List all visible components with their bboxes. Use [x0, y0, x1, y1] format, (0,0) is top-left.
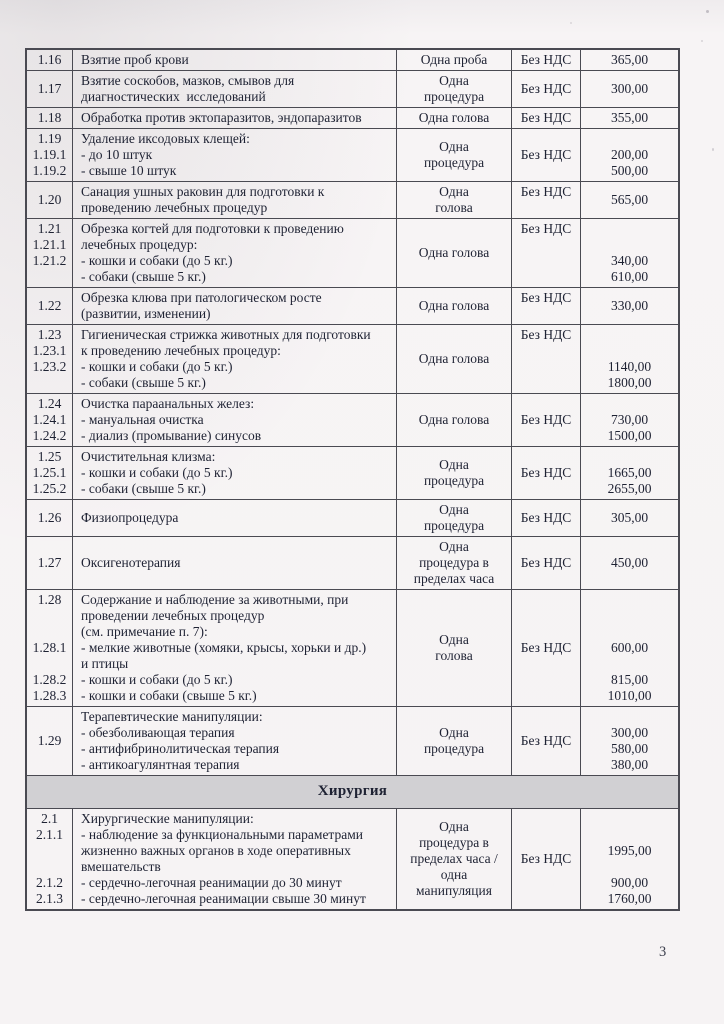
scan-artifact [701, 40, 703, 42]
section-title: Хирургия [317, 783, 388, 799]
unit-text: процедура в [419, 835, 489, 850]
service-cell [72, 219, 396, 287]
vat-label: Без НДС [520, 184, 572, 199]
service-text-line: Физиопроцедура [81, 510, 179, 525]
row-number: 1.26 [37, 510, 62, 525]
service-text-line: проведению лечебных процедур [81, 200, 268, 215]
unit-text: процедура в [419, 555, 489, 570]
service-text-line: - мелкие животные (хомяки, крысы, хорьки и др.) [81, 640, 367, 655]
vat-cell [511, 707, 580, 775]
unit-text: голова [435, 648, 473, 663]
price-value: 580,00 [610, 741, 649, 756]
row-number-cell [27, 325, 72, 393]
price-value: 500,00 [610, 163, 649, 178]
price-value: 730,00 [610, 412, 649, 427]
table-row [27, 536, 678, 589]
table-row [27, 393, 678, 446]
table-row [27, 181, 678, 218]
price-value: 300,00 [610, 81, 649, 96]
row-number: 1.21.2 [32, 253, 67, 268]
price-value: 600,00 [610, 640, 649, 655]
vat-label: Без НДС [520, 290, 572, 305]
price-value: 1760,00 [607, 891, 652, 906]
unit-text: Одна [439, 632, 469, 647]
service-cell [72, 182, 396, 218]
price-value [584, 396, 675, 412]
price-value: 1140,00 [607, 359, 652, 374]
price-value: 450,00 [610, 555, 649, 570]
table-row [27, 324, 678, 393]
vat-cell [511, 394, 580, 446]
row-number: 1.19 [37, 131, 62, 146]
service-cell [72, 590, 396, 706]
table-row [27, 218, 678, 287]
unit-text: Одна проба [420, 52, 488, 67]
price-value: 2655,00 [607, 481, 652, 496]
price-cell [580, 129, 678, 181]
vat-label: Без НДС [520, 412, 572, 427]
row-number-cell [27, 182, 72, 218]
row-number: 2.1.2 [36, 875, 63, 890]
service-text-line: Санация ушных раковин для подготовки к [81, 184, 325, 199]
unit-cell [396, 182, 511, 218]
service-cell [72, 108, 396, 128]
service-text-line: Очистка параанальных желез: [81, 396, 255, 411]
vat-cell [511, 129, 580, 181]
unit-cell [396, 325, 511, 393]
row-number-cell [27, 447, 72, 499]
service-text-line: Оксигенотерапия [81, 555, 181, 570]
price-value: 1995,00 [607, 843, 652, 858]
service-cell [72, 325, 396, 393]
row-number: 1.18 [37, 110, 62, 125]
price-value [584, 237, 675, 253]
price-value [584, 656, 675, 672]
vat-label: Без НДС [520, 851, 572, 866]
price-cell [580, 537, 678, 589]
row-number: 1.21 [37, 221, 62, 236]
row-number: 2.1.3 [36, 891, 63, 906]
vat-cell [511, 537, 580, 589]
row-number-cell [27, 71, 72, 107]
vat-label: Без НДС [520, 327, 572, 342]
service-cell [72, 288, 396, 324]
table-row [27, 589, 678, 706]
row-number: 1.20 [37, 192, 62, 207]
row-number-cell [27, 707, 72, 775]
row-number: 1.28.1 [32, 640, 67, 655]
price-value: 380,00 [610, 757, 649, 772]
vat-cell [511, 288, 580, 324]
price-cell [580, 325, 678, 393]
row-number [30, 859, 69, 875]
service-text-line: - антикоагулянтная терапия [81, 757, 240, 772]
row-number: 1.27 [37, 555, 62, 570]
row-number: 1.24 [37, 396, 62, 411]
unit-text: Одна [439, 457, 469, 472]
unit-cell [396, 108, 511, 128]
row-number-cell [27, 219, 72, 287]
row-number: 1.16 [37, 52, 62, 67]
row-number: 1.23.1 [32, 343, 67, 358]
service-text-line: к проведению лечебных процедур: [81, 343, 281, 358]
vat-label: Без НДС [520, 221, 572, 236]
unit-cell [396, 707, 511, 775]
service-text-line: (см. примечание п. 7): [81, 624, 208, 639]
service-text-line: Удаление иксодовых клещей: [81, 131, 250, 146]
price-value [584, 449, 675, 465]
row-number: 1.23 [37, 327, 62, 342]
price-value: 565,00 [610, 192, 649, 207]
price-value [584, 811, 675, 827]
price-value: 365,00 [610, 52, 649, 67]
price-value [584, 327, 675, 343]
unit-cell [396, 219, 511, 287]
service-text-line: Обрезка когтей для подготовки к проведению [81, 221, 344, 236]
service-text-line: - мануальная очистка [81, 412, 204, 427]
service-text-line: диагностических исследований [81, 89, 266, 104]
unit-cell [396, 50, 511, 70]
service-text-line: - кошки и собаки (до 5 кг.) [81, 672, 233, 687]
service-cell [72, 394, 396, 446]
unit-cell [396, 590, 511, 706]
unit-text: процедура [423, 473, 485, 488]
table-row [27, 50, 678, 70]
unit-text: манипуляция [416, 883, 492, 898]
price-cell [580, 809, 678, 909]
service-cell [72, 537, 396, 589]
service-cell [72, 809, 396, 909]
vat-cell [511, 325, 580, 393]
price-value: 1010,00 [607, 688, 652, 703]
service-text-line: Терапевтические манипуляции: [81, 709, 263, 724]
row-number: 1.17 [37, 81, 62, 96]
price-cell [580, 590, 678, 706]
service-text-line: - кошки и собаки (до 5 кг.) [81, 359, 233, 374]
row-number-cell [27, 129, 72, 181]
price-value: 900,00 [610, 875, 649, 890]
service-text-line: - наблюдение за функциональными параметрами [81, 827, 364, 842]
unit-text: голова [435, 200, 473, 215]
service-cell [72, 129, 396, 181]
vat-cell [511, 71, 580, 107]
service-cell [72, 500, 396, 536]
unit-text: процедура [423, 89, 485, 104]
vat-cell [511, 447, 580, 499]
vat-cell [511, 500, 580, 536]
unit-cell [396, 447, 511, 499]
row-number: 1.22 [37, 298, 62, 313]
price-value: 355,00 [610, 110, 649, 125]
vat-label: Без НДС [520, 510, 572, 525]
unit-text: Одна голова [418, 412, 490, 427]
vat-label: Без НДС [520, 640, 572, 655]
vat-label: Без НДС [520, 52, 572, 67]
row-number: 1.25 [37, 449, 62, 464]
scan-artifact [706, 10, 709, 13]
service-text-line: - кошки и собаки (до 5 кг.) [81, 465, 233, 480]
row-number: 2.1.1 [36, 827, 63, 842]
table-row [27, 499, 678, 536]
price-value [584, 131, 675, 147]
unit-text: Одна [439, 819, 469, 834]
unit-text: Одна голова [418, 110, 490, 125]
row-number-cell [27, 537, 72, 589]
table-row [27, 808, 678, 909]
service-text-line: жизненно важных органов в ходе оперативных [81, 843, 351, 858]
row-number [30, 608, 69, 624]
service-text-line: Хирургические манипуляции: [81, 811, 254, 826]
price-cell [580, 288, 678, 324]
vat-label: Без НДС [520, 555, 572, 570]
service-text-line: - сердечно-легочная реанимации до 30 минут [81, 875, 342, 890]
price-cell [580, 707, 678, 775]
vat-label: Без НДС [520, 110, 572, 125]
price-value: 1500,00 [607, 428, 652, 443]
vat-cell [511, 809, 580, 909]
service-text-line: - диализ (промывание) синусов [81, 428, 262, 443]
price-value [584, 592, 675, 608]
row-number: 1.28.2 [32, 672, 67, 687]
row-number: 1.24.2 [32, 428, 67, 443]
service-text-line: вмешательств [81, 859, 161, 874]
row-number [30, 269, 69, 285]
vat-label: Без НДС [520, 81, 572, 96]
service-text-line: Взятие соскобов, мазков, смывов для [81, 73, 295, 88]
price-cell [580, 71, 678, 107]
service-text-line: Очистительная клизма: [81, 449, 216, 464]
row-number: 2.1 [41, 811, 58, 826]
unit-text: Одна голова [418, 245, 490, 260]
row-number-cell [27, 500, 72, 536]
row-number-cell [27, 108, 72, 128]
vat-cell [511, 590, 580, 706]
unit-cell [396, 500, 511, 536]
service-text-line: - собаки (свыше 5 кг.) [81, 481, 206, 496]
table-row [27, 706, 678, 775]
table-row [27, 70, 678, 107]
price-value [584, 624, 675, 640]
service-text-line: Содержание и наблюдение за животными, при [81, 592, 349, 607]
service-text-line: (развитии, изменении) [81, 306, 211, 321]
table-row [27, 128, 678, 181]
unit-text: пределах часа / [410, 851, 498, 866]
service-text-line: Обработка против эктопаразитов, эндопаразитов [81, 110, 362, 125]
service-text-line: Взятие проб крови [81, 52, 189, 67]
price-value: 305,00 [610, 510, 649, 525]
row-number: 1.25.2 [32, 481, 67, 496]
scan-artifact [712, 148, 714, 151]
price-value [584, 343, 675, 359]
table-row [27, 107, 678, 128]
scan-artifact [570, 22, 572, 24]
service-text-line: проведении лечебных процедур [81, 608, 265, 623]
service-cell [72, 447, 396, 499]
service-text-line: - до 10 штук [81, 147, 153, 162]
unit-text: процедура [423, 518, 485, 533]
price-value: 330,00 [610, 298, 649, 313]
unit-text: Одна [439, 502, 469, 517]
unit-cell [396, 129, 511, 181]
vat-cell [511, 108, 580, 128]
table-row [27, 446, 678, 499]
row-number [30, 375, 69, 391]
price-value [584, 827, 675, 843]
row-number: 1.28 [37, 592, 62, 607]
unit-text: Одна [439, 184, 469, 199]
unit-text: Одна голова [418, 298, 490, 313]
vat-cell [511, 219, 580, 287]
service-text-line: и птицы [81, 656, 129, 671]
price-cell [580, 447, 678, 499]
unit-text: Одна голова [418, 351, 490, 366]
row-number-cell [27, 50, 72, 70]
service-text-line: - антифибринолитическая терапия [81, 741, 280, 756]
row-number-cell [27, 809, 72, 909]
service-text-line: Обрезка клюва при патологическом росте [81, 290, 322, 305]
service-cell [72, 71, 396, 107]
price-value: 200,00 [610, 147, 649, 162]
row-number-cell [27, 590, 72, 706]
price-value: 300,00 [610, 725, 649, 740]
price-value [584, 608, 675, 624]
service-text-line: - сердечно-легочная реанимации свыше 30 минут [81, 891, 366, 906]
vat-cell [511, 182, 580, 218]
page-number: 3 [659, 944, 667, 960]
unit-text: одна [440, 867, 468, 882]
unit-cell [396, 394, 511, 446]
service-text-line: - обезболивающая терапия [81, 725, 235, 740]
service-text-line: - собаки (свыше 5 кг.) [81, 375, 206, 390]
unit-text: процедура [423, 741, 485, 756]
unit-cell [396, 288, 511, 324]
service-cell [72, 50, 396, 70]
unit-text: Одна [439, 539, 469, 554]
row-number: 1.21.1 [32, 237, 67, 252]
price-value: 815,00 [610, 672, 649, 687]
price-cell [580, 182, 678, 218]
price-cell [580, 50, 678, 70]
service-text-line: - свыше 10 штук [81, 163, 177, 178]
row-number [30, 624, 69, 640]
row-number: 1.28.3 [32, 688, 67, 703]
unit-text: Одна [439, 725, 469, 740]
unit-text: Одна [439, 139, 469, 154]
row-number [30, 843, 69, 859]
price-value [584, 221, 675, 237]
service-text-line: лечебных процедур: [81, 237, 198, 252]
price-cell [580, 108, 678, 128]
service-text-line: - кошки и собаки (свыше 5 кг.) [81, 688, 257, 703]
service-text-line: - собаки (свыше 5 кг.) [81, 269, 206, 284]
row-number: 1.25.1 [32, 465, 67, 480]
unit-cell [396, 71, 511, 107]
vat-cell [511, 50, 580, 70]
price-value: 610,00 [610, 269, 649, 284]
row-number-cell [27, 288, 72, 324]
unit-cell [396, 537, 511, 589]
service-cell [72, 707, 396, 775]
row-number: 1.24.1 [32, 412, 67, 427]
row-number-cell [27, 394, 72, 446]
vat-label: Без НДС [520, 733, 572, 748]
unit-cell [396, 809, 511, 909]
unit-text: Одна [439, 73, 469, 88]
price-value [584, 709, 675, 725]
price-value: 1800,00 [607, 375, 652, 390]
table-row [27, 287, 678, 324]
price-table [25, 48, 680, 911]
row-number: 1.23.2 [32, 359, 67, 374]
unit-text: пределах часа [413, 571, 495, 586]
service-text-line: Гигиеническая стрижка животных для подготовки [81, 327, 371, 342]
price-value: 340,00 [610, 253, 649, 268]
price-value [584, 859, 675, 875]
vat-label: Без НДС [520, 147, 572, 162]
price-cell [580, 500, 678, 536]
unit-text: процедура [423, 155, 485, 170]
row-number: 1.19.1 [32, 147, 67, 162]
price-cell [580, 219, 678, 287]
price-cell [580, 394, 678, 446]
row-number: 1.29 [37, 733, 62, 748]
section-header-row [27, 775, 678, 808]
vat-label: Без НДС [520, 465, 572, 480]
row-number [30, 656, 69, 672]
service-text-line: - кошки и собаки (до 5 кг.) [81, 253, 233, 268]
price-value: 1665,00 [607, 465, 652, 480]
row-number: 1.19.2 [32, 163, 67, 178]
